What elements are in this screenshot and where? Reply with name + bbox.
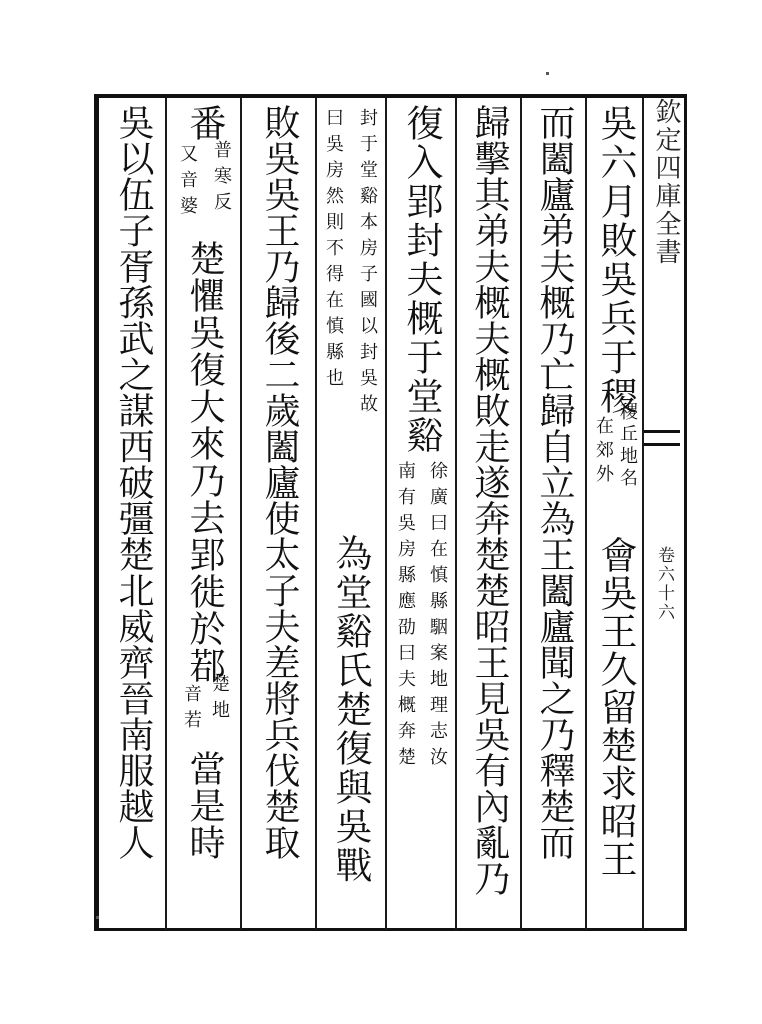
frame-left-border <box>94 94 99 931</box>
annotation-right: 楚地 <box>209 674 230 726</box>
book-title: 欽定四庫全書 <box>651 98 681 266</box>
annotation-right: 封于堂谿本房子國以封吳故 <box>357 108 378 420</box>
column-rule <box>520 98 522 930</box>
frame-top-border <box>94 94 686 98</box>
column-rule <box>585 98 587 930</box>
column-rule <box>165 98 167 930</box>
main-text: 復入郢封夫概于堂谿 <box>400 104 443 455</box>
main-text: 番 <box>183 104 226 144</box>
main-text: 為堂谿氏楚復與吳戰 <box>329 534 372 885</box>
annotation-right: 普寒反 <box>211 140 232 218</box>
main-text: 歸擊其弟夫概夫概敗走遂奔楚楚昭王見吳有內亂乃 <box>469 104 510 896</box>
text-column-6 <box>246 104 312 860</box>
annotation-right: 稷丘地名 <box>617 402 638 490</box>
annotation-left: 南有吳房縣應劭曰夫概奔楚 <box>395 461 416 773</box>
annotation-pair <box>318 104 382 534</box>
text-column-8 <box>103 104 163 860</box>
main-text: 會吳王久留楚求昭王 <box>594 536 637 878</box>
main-text: 楚懼吳復大來乃去郢徙於鄀 <box>184 240 225 684</box>
volume-label: 卷六十六 <box>654 546 674 622</box>
annotation-pair <box>170 674 238 750</box>
scan-speck <box>96 916 99 919</box>
main-text: 而闔廬弟夫概乃亡歸自立為王闔廬聞之乃釋楚而 <box>534 104 575 860</box>
annotation-left: 又音婆 <box>177 144 198 222</box>
scan-speck <box>546 72 549 75</box>
annotation-right: 徐廣曰在慎縣駰案地理志汝 <box>427 461 448 773</box>
frame-bottom-border <box>94 928 686 931</box>
main-text: 當是時 <box>184 750 225 861</box>
annotation-left: 在郊外 <box>593 416 614 488</box>
annotation-pair <box>390 455 452 895</box>
annotation-pair <box>590 402 640 536</box>
page-edge-margin <box>642 98 684 930</box>
annotation-left: 曰吳房然則不得在慎縣也 <box>323 108 344 394</box>
text-column-4 <box>390 104 452 895</box>
column-rule <box>240 98 242 930</box>
column-rule <box>455 98 457 930</box>
text-column-5 <box>318 104 382 885</box>
annotation-pair <box>170 140 238 240</box>
main-text: 敗吳吳王乃歸後二歲闔廬使太子夫差將兵伐楚取 <box>259 104 300 860</box>
text-column-1 <box>590 104 640 878</box>
column-rule <box>385 98 387 930</box>
main-text: 吳六月敗吳兵于稷 <box>594 104 637 416</box>
text-column-3 <box>460 104 518 896</box>
text-column-7 <box>170 104 238 861</box>
main-text: 吳以伍子胥孫武之謀西破彊楚北威齊晉南服越人 <box>113 104 154 860</box>
annotation-left: 音若 <box>181 684 202 736</box>
column-rule <box>315 98 317 930</box>
text-column-2 <box>525 104 583 860</box>
fish-tail-mark <box>644 430 680 446</box>
